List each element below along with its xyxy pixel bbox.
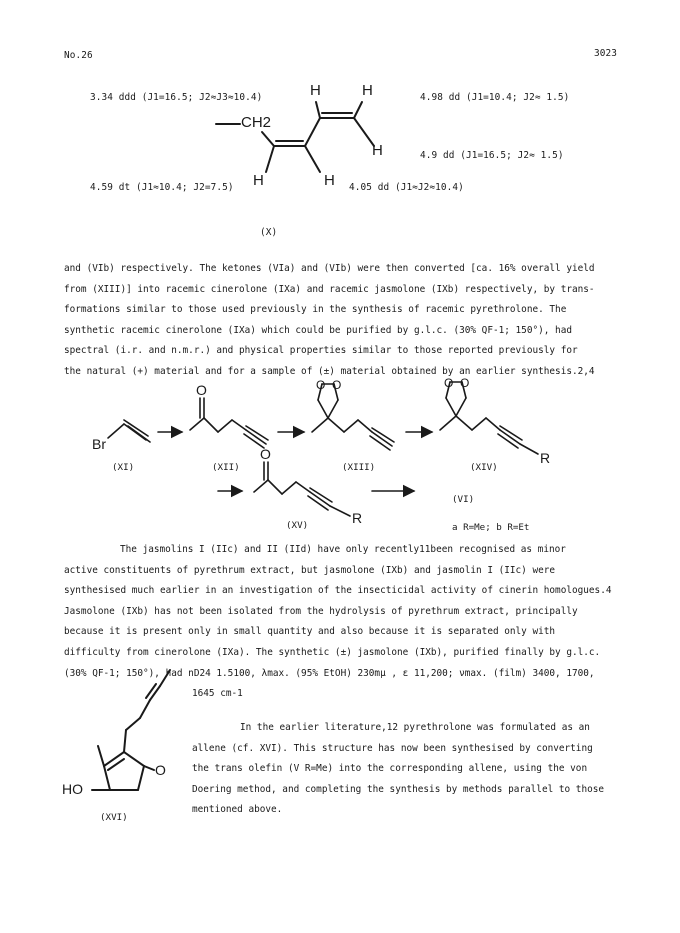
text-line: In the earlier literature,12 pyrethrolone was formulated as an	[240, 722, 590, 733]
text-line: (30% QF-1; 150°), had nD24 1.5100, λmax. (95% EtOH) 230mμ , ε 11,200; νmax. (film) 3400, 1700,	[64, 667, 595, 679]
atom-o-xiii-left: O	[316, 378, 326, 392]
nmr-top-left: 3.34 ddd (J1=16.5; J2≈J3≈10.4)	[90, 92, 263, 103]
nmr-bottom-right: 4.05 dd (J1≈J2≈10.4)	[349, 182, 464, 193]
text-line: and (VIb) respectively. The ketones (VIa) and (VIb) were then converted [ca. 16% overall yield	[64, 263, 595, 274]
label-xii: (XII)	[212, 462, 240, 473]
nmr-top-right: 4.98 dd (J1=10.4; J2≈ 1.5)	[420, 92, 570, 103]
atom-br: Br	[92, 436, 106, 452]
text-line: Doering method, and completing the synthesis by methods parallel to those	[192, 783, 605, 795]
atom-r-xv: R	[352, 510, 363, 526]
atom-o-xii: O	[196, 382, 207, 398]
atom-r-xiv: R	[540, 450, 551, 466]
journal-number: No.26	[64, 50, 93, 61]
text-line: mentioned above.	[192, 804, 283, 816]
atom-h-terminal: H	[372, 142, 383, 159]
text-line: the natural (+) material and for a sample of (±) material obtained by an earlier synthesis.2,4	[64, 365, 595, 377]
atom-o-xiv-right: O	[460, 376, 470, 390]
text-line: 1645 cm-1	[192, 688, 243, 700]
structure-x-label: (X)	[260, 227, 278, 238]
substituent-note: a R=Me; b R=Et	[452, 522, 530, 533]
label-xvi: (XVI)	[100, 812, 128, 823]
label-vi: (VI)	[452, 494, 475, 505]
label-xv: (XV)	[286, 520, 309, 531]
atom-ch2: CH2	[241, 114, 272, 131]
nmr-bottom-left: 4.59 dt (J1≈10.4; J2=7.5)	[90, 182, 234, 193]
atom-o-xiv-left: O	[444, 376, 454, 390]
label-xiv: (XIV)	[470, 462, 498, 473]
atom-ho: HO	[62, 781, 83, 797]
atom-o-xiii-right: O	[332, 378, 342, 392]
atom-h-c1: H	[253, 172, 264, 189]
page-number: 3023	[594, 48, 617, 59]
label-xiii: (XIII)	[342, 462, 376, 473]
atom-h-c3: H	[310, 82, 321, 99]
atom-h-c4: H	[362, 82, 373, 99]
nmr-mid-right: 4.9 dd (J1=16.5; J2≈ 1.5)	[420, 150, 564, 161]
text-line: spectral (i.r. and n.m.r.) and physical properties similar to those reported previously for	[64, 345, 578, 357]
text-line: difficulty from cinerolone (IXa). The synthetic (±) jasmolone (IXb), purified finally by g.l.c.	[64, 646, 601, 658]
text-line: the trans olefin (V R=Me) into the corresponding allene, using the von	[192, 763, 588, 775]
text-line: The jasmolins I (IIc) and II (IId) have only recently11been recognised as minor	[120, 544, 566, 555]
atom-o-xvi: O	[155, 762, 166, 778]
text-line: allene (cf. XVI). This structure has now been synthesised by converting	[192, 742, 593, 754]
text-line: from (XIII)] into racemic cinerolone (IXa) and racemic jasmolone (IXb) respectively, by trans-	[64, 283, 595, 295]
text-line: because it is present only in small quantity and also because it is separated only with	[64, 626, 556, 638]
text-line: synthetic racemic cinerolone (IXa) which could be purified by g.l.c. (30% QF-1; 150°), had	[64, 324, 572, 336]
text-line: formations similar to those used previously in the synthesis of racemic pyrethrolone. The	[64, 304, 567, 316]
atom-o-xv: O	[260, 446, 271, 462]
text-line: Jasmolone (IXb) has not been isolated from the hydrolysis of pyrethrum extract, principally	[64, 605, 578, 617]
text-line: active constituents of pyrethrum extract, but jasmolone (IXb) and jasmolin I (IIc) were	[64, 564, 556, 576]
atom-h-c2: H	[324, 172, 335, 189]
label-xi: (XI)	[112, 462, 135, 473]
paragraph-3	[192, 718, 632, 821]
text-line: synthesised much earlier in an investigation of the insecticidal activity of cinerin homologues.4	[64, 585, 612, 597]
